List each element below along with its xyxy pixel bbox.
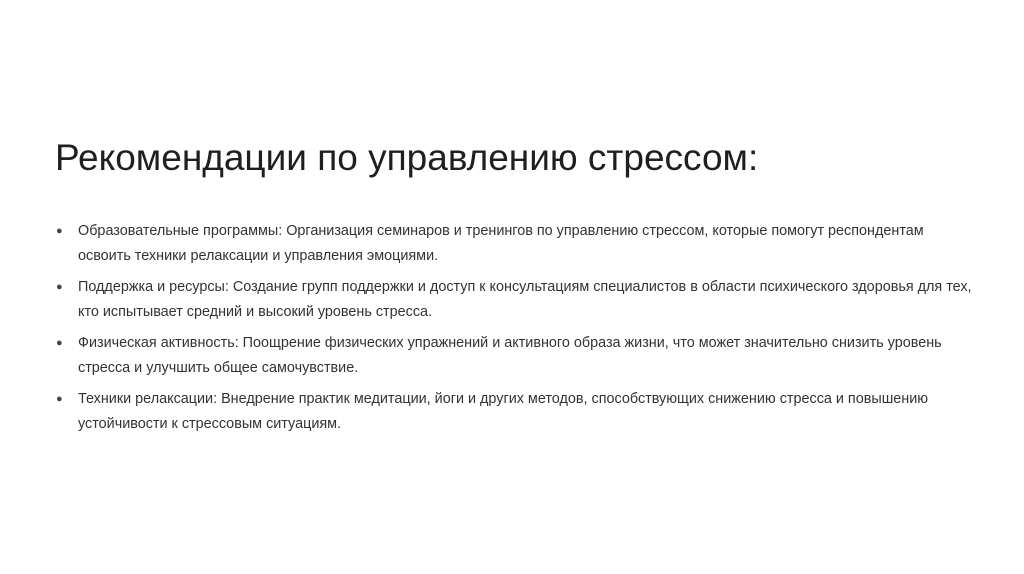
- list-item: [55, 275, 975, 325]
- bullet-icon: ●: [56, 337, 63, 349]
- bullet-icon: ●: [56, 281, 63, 293]
- list-item-text: Физическая активность: Поощрение физических упражнений и активного образа жизни, что может значительно снизить уровень стресса и улучшить общее самочувствие.: [78, 335, 942, 376]
- list-item: [55, 331, 975, 381]
- list-item-text: Поддержка и ресурсы: Создание групп поддержки и доступ к консультациям специалистов в области психического здоровья для тех, кто испытывает средний и высокий уровень стресса.: [78, 279, 972, 320]
- bullet-icon: ●: [56, 225, 63, 237]
- list-item-text: Техники релаксации: Внедрение практик медитации, йоги и других методов, способствующих снижению стресса и повышению устойчивости к стрессовым ситуациям.: [78, 391, 929, 432]
- list-item: [55, 219, 975, 269]
- recommendations-list: [55, 219, 975, 443]
- list-item-text: Образовательные программы: Организация семинаров и тренингов по управлению стрессом, которые помогут респондентам освоить техники релаксации и управления эмоциями.: [78, 223, 924, 264]
- list-item: [55, 387, 975, 437]
- slide-title: Рекомендации по управлению стрессом:: [55, 137, 759, 178]
- bullet-icon: ●: [56, 393, 63, 405]
